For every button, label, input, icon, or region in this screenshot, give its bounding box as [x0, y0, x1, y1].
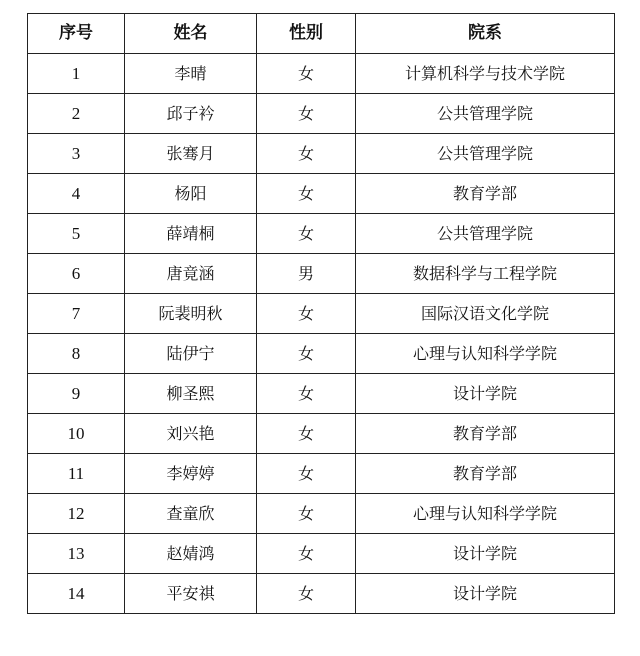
- cell-name: 平安祺: [125, 574, 257, 614]
- header-index: 序号: [28, 14, 125, 54]
- cell-name: 薛靖桐: [125, 214, 257, 254]
- cell-name: 唐竟涵: [125, 254, 257, 294]
- cell-name: 李晴: [125, 54, 257, 94]
- cell-index: 10: [28, 414, 125, 454]
- table-row: [28, 294, 615, 334]
- table-row: [28, 534, 615, 574]
- cell-index: 13: [28, 534, 125, 574]
- cell-index: 2: [28, 94, 125, 134]
- cell-name: 查童欣: [125, 494, 257, 534]
- cell-gender: 女: [257, 214, 356, 254]
- cell-department: 公共管理学院: [356, 134, 615, 174]
- cell-index: 14: [28, 574, 125, 614]
- cell-department: 设计学院: [356, 574, 615, 614]
- student-roster-table: [27, 13, 615, 614]
- cell-name: 赵婧鸿: [125, 534, 257, 574]
- cell-name: 张骞月: [125, 134, 257, 174]
- cell-department: 设计学院: [356, 374, 615, 414]
- cell-department: 数据科学与工程学院: [356, 254, 615, 294]
- table-row: [28, 494, 615, 534]
- cell-department: 公共管理学院: [356, 94, 615, 134]
- table-row: [28, 334, 615, 374]
- cell-gender: 女: [257, 134, 356, 174]
- table-row: [28, 214, 615, 254]
- table-row: [28, 134, 615, 174]
- cell-gender: 女: [257, 334, 356, 374]
- cell-gender: 女: [257, 494, 356, 534]
- cell-index: 6: [28, 254, 125, 294]
- cell-name: 李婷婷: [125, 454, 257, 494]
- cell-gender: 女: [257, 454, 356, 494]
- cell-gender: 女: [257, 574, 356, 614]
- cell-gender: 女: [257, 54, 356, 94]
- cell-gender: 女: [257, 414, 356, 454]
- cell-department: 设计学院: [356, 534, 615, 574]
- header-department: 院系: [356, 14, 615, 54]
- cell-gender: 男: [257, 254, 356, 294]
- cell-index: 3: [28, 134, 125, 174]
- cell-department: 公共管理学院: [356, 214, 615, 254]
- cell-name: 阮裴明秋: [125, 294, 257, 334]
- cell-index: 12: [28, 494, 125, 534]
- cell-department: 教育学部: [356, 174, 615, 214]
- cell-gender: 女: [257, 174, 356, 214]
- cell-name: 刘兴艳: [125, 414, 257, 454]
- cell-name: 杨阳: [125, 174, 257, 214]
- header-name: 姓名: [125, 14, 257, 54]
- table-row: [28, 454, 615, 494]
- cell-index: 7: [28, 294, 125, 334]
- cell-index: 1: [28, 54, 125, 94]
- cell-index: 9: [28, 374, 125, 414]
- cell-name: 邱子衿: [125, 94, 257, 134]
- cell-department: 心理与认知科学学院: [356, 494, 615, 534]
- cell-gender: 女: [257, 374, 356, 414]
- cell-index: 8: [28, 334, 125, 374]
- cell-index: 5: [28, 214, 125, 254]
- cell-gender: 女: [257, 534, 356, 574]
- table-row: [28, 374, 615, 414]
- cell-index: 11: [28, 454, 125, 494]
- cell-gender: 女: [257, 94, 356, 134]
- table-row: [28, 54, 615, 94]
- cell-name: 柳圣熙: [125, 374, 257, 414]
- cell-department: 教育学部: [356, 454, 615, 494]
- table-row: [28, 574, 615, 614]
- cell-department: 教育学部: [356, 414, 615, 454]
- header-gender: 性别: [257, 14, 356, 54]
- table-body: [28, 54, 615, 614]
- cell-index: 4: [28, 174, 125, 214]
- cell-name: 陆伊宁: [125, 334, 257, 374]
- cell-gender: 女: [257, 294, 356, 334]
- table-row: [28, 414, 615, 454]
- cell-department: 心理与认知科学学院: [356, 334, 615, 374]
- table-row: [28, 94, 615, 134]
- cell-department: 国际汉语文化学院: [356, 294, 615, 334]
- table-header-row: [28, 14, 615, 54]
- cell-department: 计算机科学与技术学院: [356, 54, 615, 94]
- table-row: [28, 174, 615, 214]
- table-row: [28, 254, 615, 294]
